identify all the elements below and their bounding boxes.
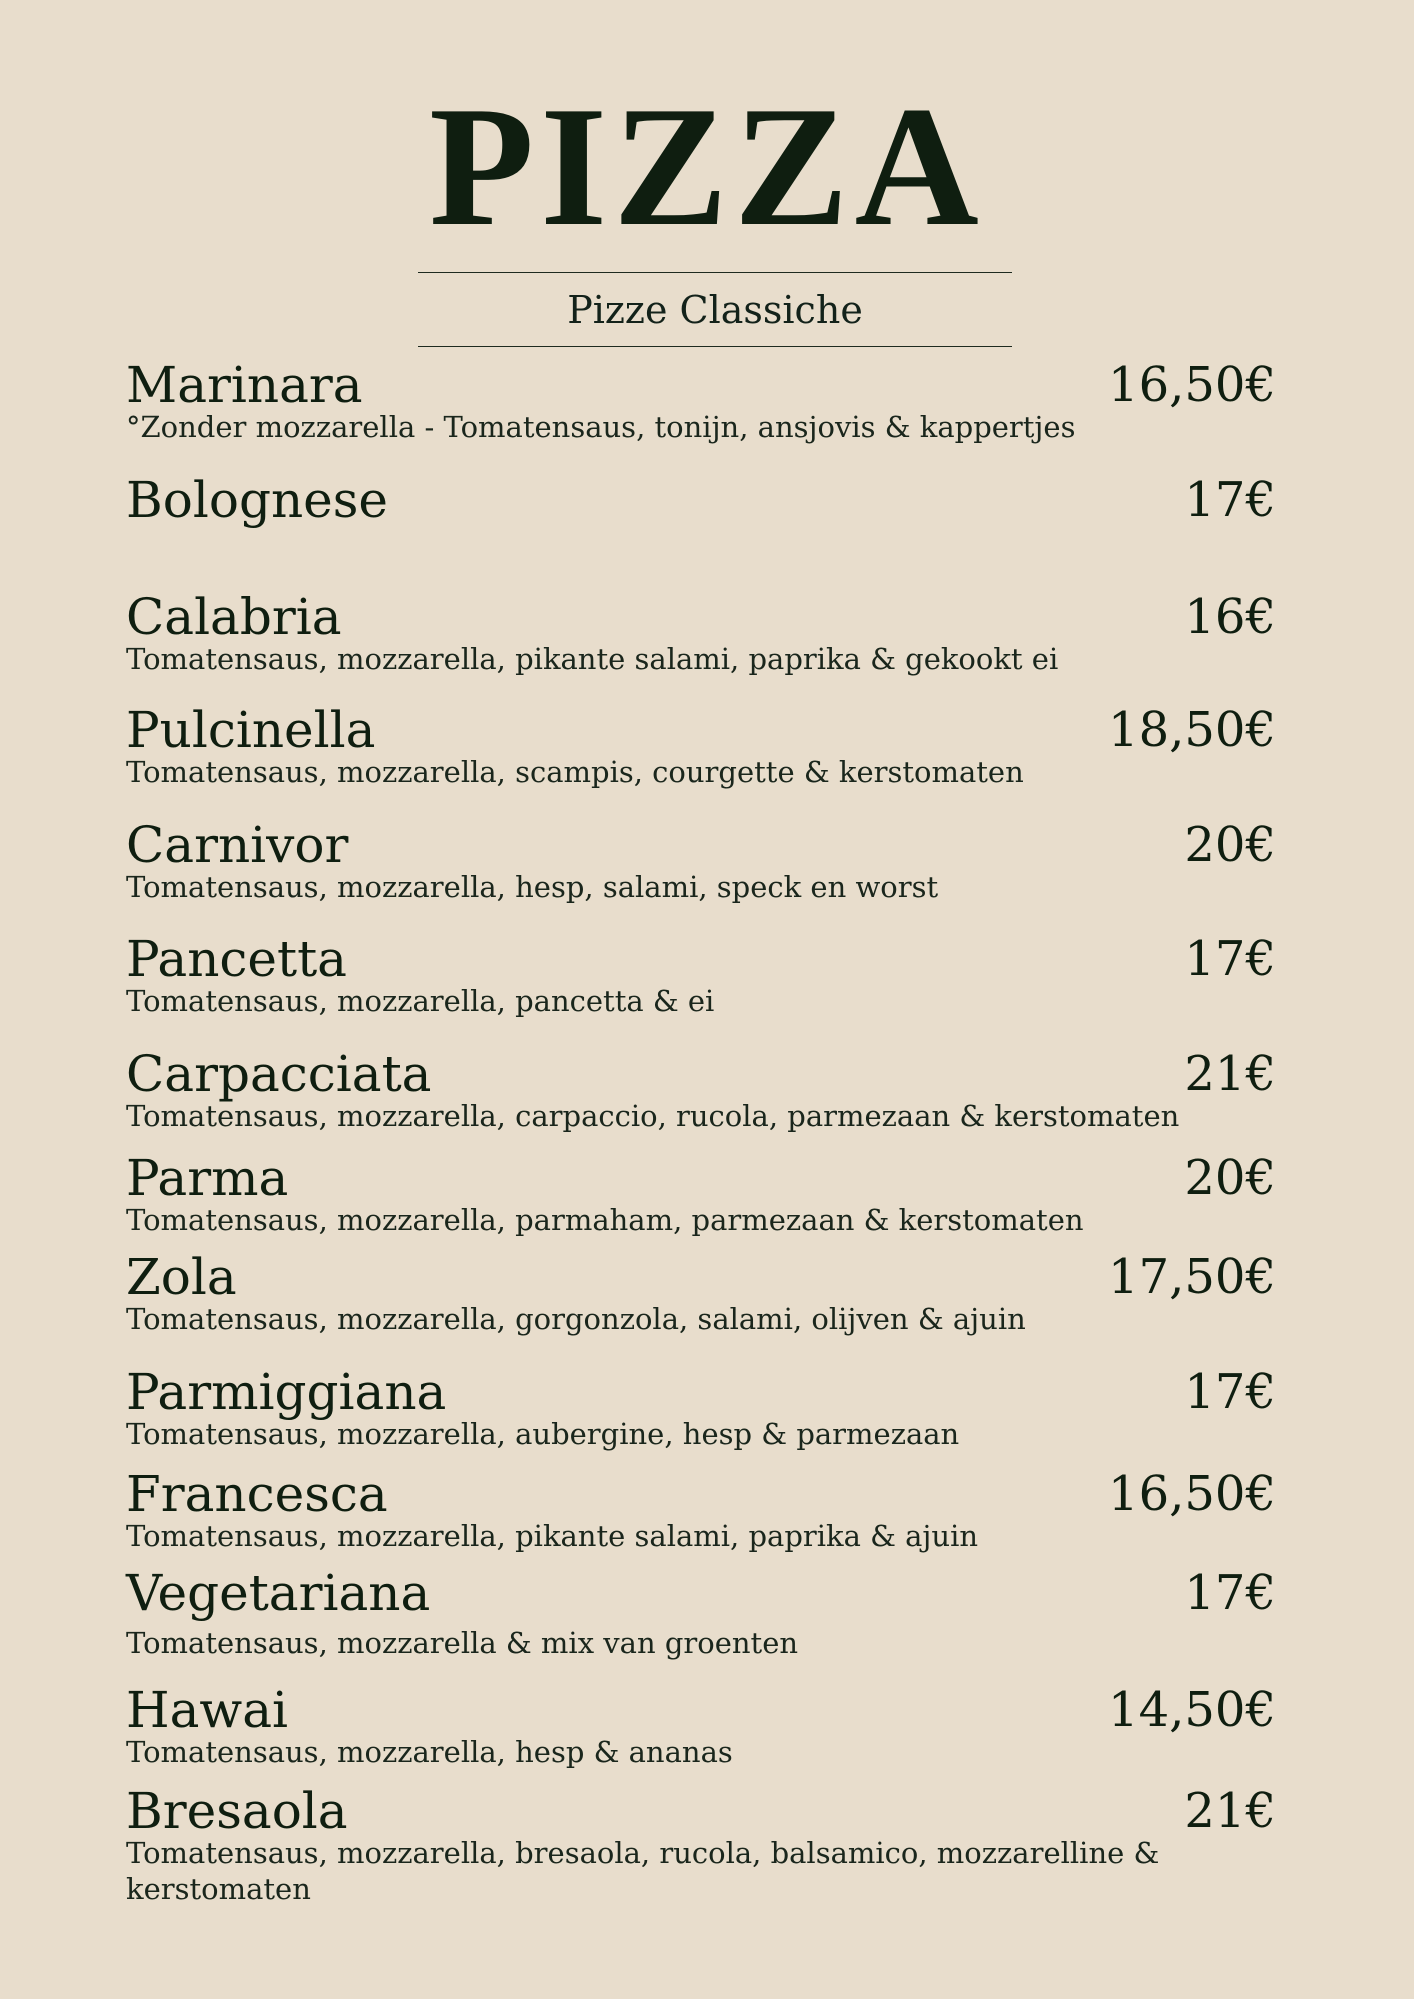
menu-item-price: 17€ <box>1184 1565 1276 1621</box>
menu-item-description: Tomatensaus, mozzarella, hesp, salami, speck en worst <box>126 870 939 904</box>
menu-item-description: Tomatensaus, mozzarella, gorgonzola, salami, olijven & ajuin <box>126 1302 1026 1336</box>
menu-item-name: Parma <box>126 1149 289 1207</box>
menu-item-price: 17,50€ <box>1108 1249 1276 1305</box>
menu-item-name: Vegetariana <box>126 1564 431 1622</box>
menu-item-name: Bresaola <box>126 1782 348 1840</box>
subtitle-top-divider <box>418 272 1012 273</box>
menu-item-description: Tomatensaus, mozzarella, aubergine, hesp & parmezaan <box>126 1417 960 1451</box>
menu-item-name: Bolognese <box>126 471 388 529</box>
menu-item-description: Tomatensaus, mozzarella, bresaola, rucola, balsamico, mozzarelline & kerstomaten <box>126 1836 1160 1906</box>
menu-item-name: Carpacciata <box>126 1045 432 1103</box>
menu-item-name: Calabria <box>126 588 342 646</box>
menu-item-name: Pulcinella <box>126 701 376 759</box>
menu-item-price: 20€ <box>1184 1150 1276 1206</box>
menu-item-description: Tomatensaus, mozzarella, pancetta & ei <box>126 984 715 1018</box>
menu-item-name: Parmiggiana <box>126 1363 447 1421</box>
menu-item-description: °Zonder mozzarella - Tomatensaus, tonijn, ansjovis & kappertjes <box>126 410 1076 444</box>
menu-item-price: 17€ <box>1184 472 1276 528</box>
page-title: PIZZA <box>429 72 985 262</box>
menu-item-description: Tomatensaus, mozzarella, scampis, courgette & kerstomaten <box>126 755 1024 789</box>
menu-item-price: 21€ <box>1184 1783 1276 1839</box>
menu-item-description: Tomatensaus, mozzarella, pikante salami, paprika & gekookt ei <box>126 642 1059 676</box>
menu-item-name: Carnivor <box>126 816 349 874</box>
menu-item-price: 17€ <box>1184 931 1276 987</box>
menu-item-name: Marinara <box>126 356 363 414</box>
menu-item-description: Tomatensaus, mozzarella, pikante salami, paprika & ajuin <box>126 1519 979 1553</box>
menu-item-price: 16,50€ <box>1108 357 1276 413</box>
menu-item-name: Zola <box>126 1248 237 1306</box>
menu-item-price: 21€ <box>1184 1046 1276 1102</box>
menu-item-price: 14,50€ <box>1108 1682 1276 1738</box>
menu-item-description: Tomatensaus, mozzarella, hesp & ananas <box>126 1735 733 1769</box>
menu-item-price: 16,50€ <box>1108 1466 1276 1522</box>
menu-item-name: Pancetta <box>126 930 347 988</box>
menu-item-description: Tomatensaus, mozzarella, parmaham, parmezaan & kerstomaten <box>126 1203 1084 1237</box>
menu-item-price: 16€ <box>1184 589 1276 645</box>
menu-item-price: 20€ <box>1184 817 1276 873</box>
subtitle-bottom-divider <box>418 346 1012 347</box>
menu-item-price: 17€ <box>1184 1364 1276 1420</box>
menu-item-description: Tomatensaus, mozzarella, carpaccio, rucola, parmezaan & kerstomaten <box>126 1099 1180 1133</box>
section-subtitle: Pizze Classiche <box>567 288 863 332</box>
menu-item-description: Tomatensaus, mozzarella & mix van groenten <box>126 1626 799 1660</box>
menu-item-name: Hawai <box>126 1681 289 1739</box>
menu-item-price: 18,50€ <box>1108 702 1276 758</box>
menu-item-name: Francesca <box>126 1465 388 1523</box>
